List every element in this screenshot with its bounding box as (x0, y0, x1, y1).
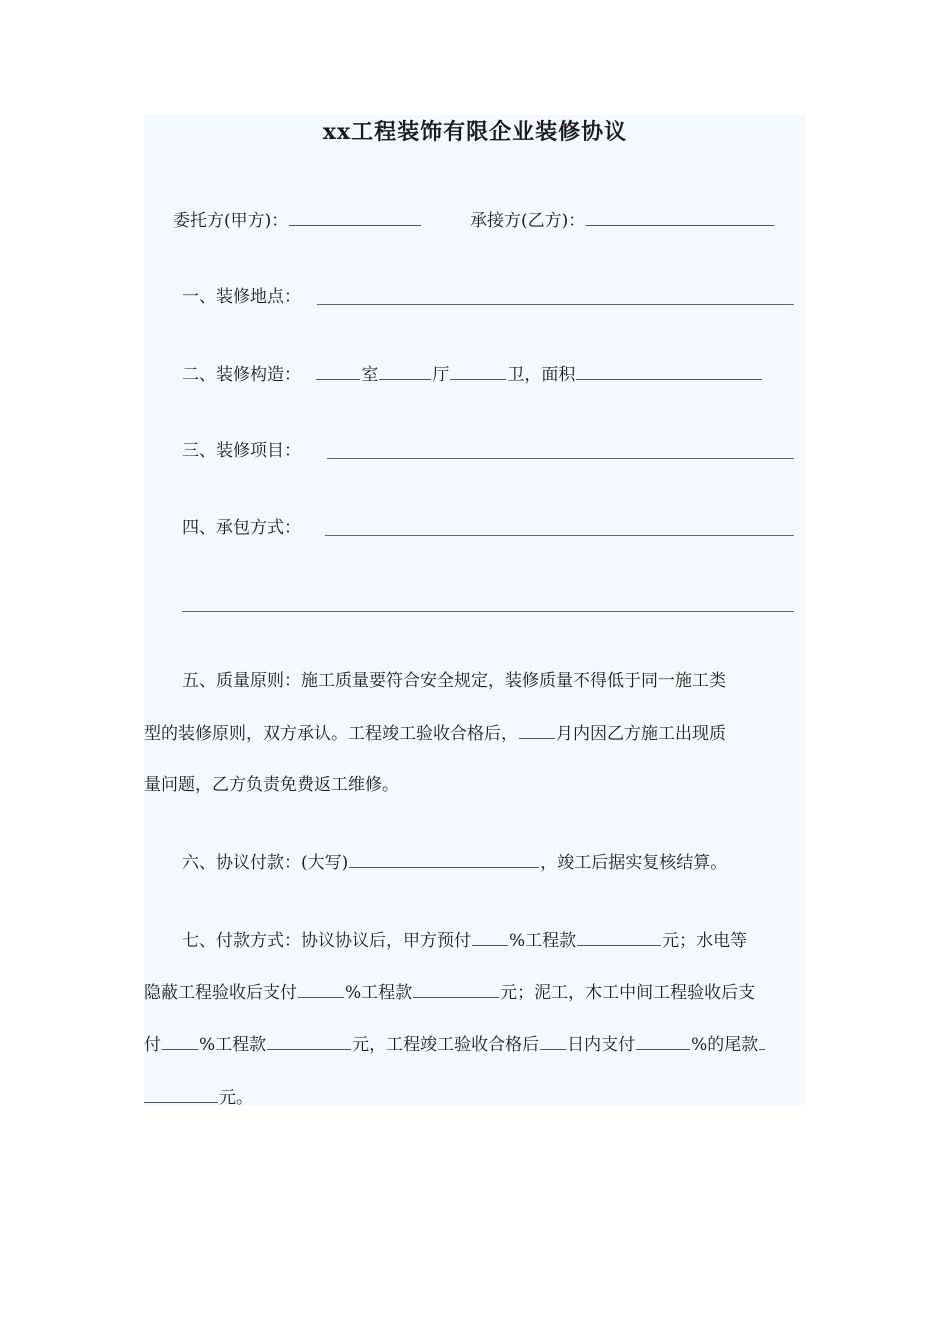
section-4-extra-blank[interactable] (182, 611, 794, 612)
section-7-text-2a: 隐蔽工程验收后支付 (144, 983, 297, 1003)
section-7-text-1a: 七、付款方式：协议协议后，甲方预付 (182, 931, 471, 951)
room-label: 室 (361, 365, 379, 385)
final-percent-blank[interactable] (636, 1032, 690, 1050)
party-b-label: 承接方(乙方)： (470, 211, 586, 231)
section-7-text-2c: 元；泥工，木工中间工程验收后支 (500, 983, 756, 1003)
party-a-blank[interactable] (289, 208, 421, 226)
section-7-line-1 (182, 928, 747, 953)
party-b-line (470, 208, 775, 233)
section-5-line-1: 五、质量原则：施工质量要符合安全规定，装修质量不得低于同一施工类 (182, 671, 726, 691)
section-7-text-2b: %工程款 (345, 983, 413, 1003)
section-1-label: 一、装修地点： (182, 287, 301, 307)
concealed-percent-blank[interactable] (298, 980, 344, 998)
concealed-amount-blank[interactable] (413, 980, 499, 998)
bath-count-blank[interactable] (450, 362, 506, 380)
party-a-label: 委托方(甲方)： (173, 211, 289, 231)
section-7-text-1b: %工程款 (509, 931, 577, 951)
section-7-text-1c: 元；水电等 (662, 931, 748, 951)
contract-amount-blank[interactable] (349, 850, 539, 868)
section-6-tail: ，竣工后据实复核结算。 (540, 853, 728, 873)
section-5-text-a: 型的装修原则，双方承认。工程竣工验收合格后， (144, 724, 518, 744)
bath-area-label: 卫，面积 (507, 365, 576, 385)
document-title: xx工程装饰有限企业装修协议 (322, 119, 628, 145)
section-7-text-3c: 元，工程竣工验收合格后 (352, 1035, 540, 1055)
hall-count-blank[interactable] (379, 362, 431, 380)
hall-label: 厅 (432, 365, 450, 385)
section-7-text-3d: 日内支付 (567, 1035, 636, 1055)
section-4-label: 四、承包方式： (182, 518, 301, 538)
section-5-line-2 (144, 721, 726, 746)
party-a-line (173, 208, 422, 233)
section-3-blank[interactable] (327, 458, 794, 459)
midterm-percent-blank[interactable] (162, 1032, 198, 1050)
final-days-blank[interactable] (540, 1032, 566, 1050)
warranty-months-blank[interactable] (519, 721, 555, 739)
section-1-line (182, 285, 301, 309)
section-1-blank[interactable] (317, 304, 794, 305)
party-b-blank[interactable] (586, 208, 774, 226)
section-3-line (182, 439, 301, 463)
section-7-text-3b: %工程款 (199, 1035, 267, 1055)
prepay-amount-blank[interactable] (577, 928, 661, 946)
midterm-amount-blank[interactable] (267, 1032, 351, 1050)
section-4-line (182, 516, 301, 540)
section-4-blank[interactable] (325, 535, 794, 536)
section-3-label: 三、装修项目： (182, 441, 301, 461)
room-count-blank[interactable] (316, 362, 360, 380)
prepay-percent-blank[interactable] (472, 928, 508, 946)
section-7-text-4: 元。 (219, 1088, 253, 1108)
area-blank[interactable] (576, 362, 762, 380)
section-7-line-2 (144, 980, 755, 1005)
section-5-text-b: 月内因乙方施工出现质 (556, 724, 726, 744)
section-7-text-3e: %的尾款 (691, 1035, 759, 1055)
final-amount-blank[interactable] (144, 1085, 218, 1103)
final-amount-blank-start[interactable] (759, 1032, 765, 1050)
section-7-line-3 (144, 1032, 766, 1057)
section-2-line (182, 362, 763, 387)
section-2-label: 二、装修构造： (182, 365, 301, 385)
section-6-label: 六、协议付款：(大写) (182, 853, 349, 873)
section-5-line-3: 量问题，乙方负责免费返工维修。 (144, 775, 399, 795)
section-7-line-4 (144, 1085, 253, 1110)
document-page (144, 115, 806, 1105)
section-7-text-3a: 付 (144, 1035, 161, 1055)
section-6-line (182, 850, 727, 875)
